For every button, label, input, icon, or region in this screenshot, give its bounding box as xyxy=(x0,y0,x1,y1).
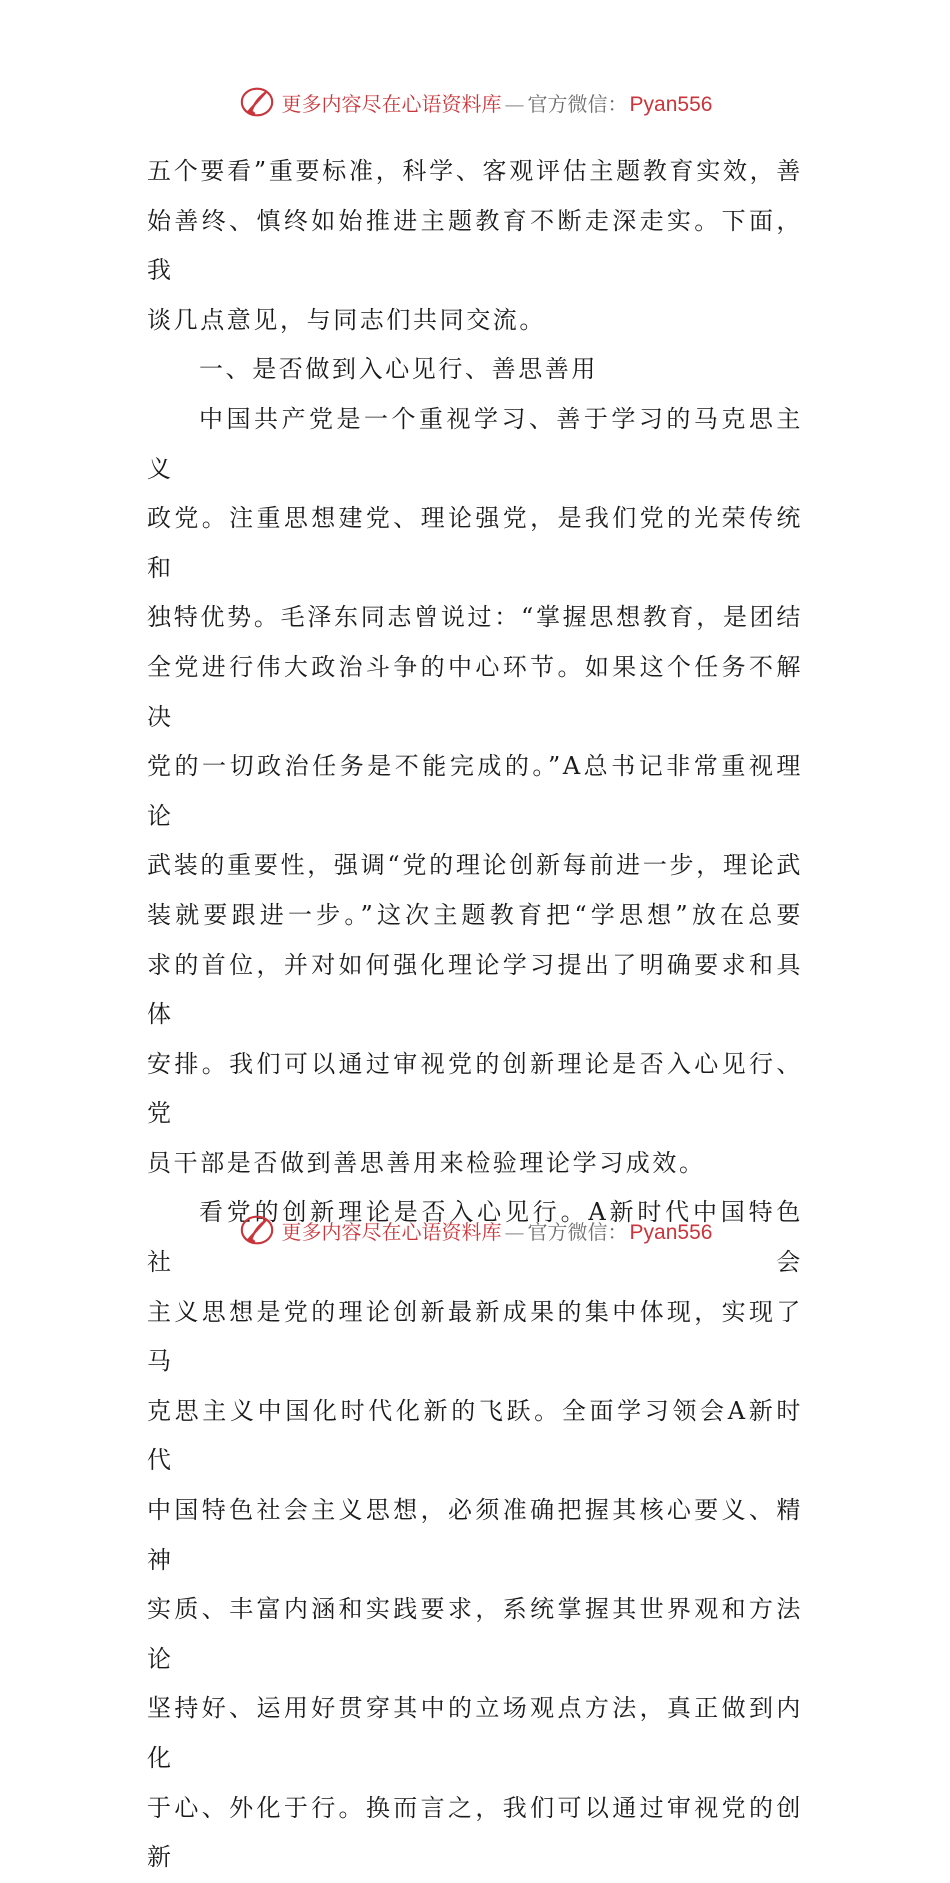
text-line: 主义思想是党的理论创新最新成果的集中体现，实现了马 xyxy=(147,1297,803,1376)
text-line: 装就要跟进一步。”这次主题教育把“学思想”放在总要 xyxy=(147,900,803,929)
site-name: 更多内容尽在心语资料库 xyxy=(281,91,502,116)
text-line: 求的首位，并对如何强化理论学习提出了明确要求和具体 xyxy=(147,950,803,1029)
text-line: 始善终、慎终如始推进主题教育不断走深走实。下面，我 xyxy=(147,206,803,285)
pen-nib-icon xyxy=(238,83,276,121)
text-line: 谈几点意见，与同志们共同交流。 xyxy=(147,305,546,334)
wechat-label: 官方微信： xyxy=(527,1219,628,1244)
paragraph-2 xyxy=(147,395,803,1189)
text-line: 坚持好、运用好贯穿其中的立场观点方法，真正做到内化 xyxy=(147,1694,803,1772)
text-line: 党的一切政治任务是不能完成的。”A总书记非常重视理论 xyxy=(147,752,803,830)
text-line: 克思主义中国化时代化新的飞跃。全面学习领会A新时代 xyxy=(147,1396,803,1475)
text-line: 员干部是否做到善思善用来检验理论学习成效。 xyxy=(147,1148,706,1177)
text-line: 全党进行伟大政治斗争的中心环节。如果这个任务不解决 xyxy=(147,652,803,731)
wechat-id: Pyan556 xyxy=(629,92,713,116)
header-watermark xyxy=(0,80,950,124)
wechat-id: Pyan556 xyxy=(629,1220,713,1244)
text-line: 政党。注重思想建党、理论强党，是我们党的光荣传统和 xyxy=(147,504,803,582)
text-line: 中国特色社会主义思想，必须准确把握其核心要义、精神 xyxy=(147,1496,803,1574)
text-line: 武装的重要性，强调“党的理论创新每前进一步，理论武 xyxy=(147,851,803,880)
section-heading: 一、是否做到入心见行、善思善用 xyxy=(199,355,598,384)
pen-nib-icon xyxy=(238,1211,276,1249)
wechat-label: 官方微信： xyxy=(527,91,628,116)
text-line: 看党的创新理论是否入心见行。A新时代中国特色社会 xyxy=(147,1198,803,1277)
document-body xyxy=(147,147,803,1883)
text-line: 中国共产党是一个重视学习、善于学习的马克思主义 xyxy=(147,404,803,483)
intro-paragraph xyxy=(147,147,803,345)
text-line: 于心、外化于行。换而言之，我们可以通过审视党的创新 xyxy=(147,1793,803,1872)
paragraph-3 xyxy=(147,1188,803,1882)
separator: — xyxy=(504,1219,525,1244)
text-line: 独特优势。毛泽东同志曾说过：“掌握思想教育，是团结 xyxy=(147,603,803,632)
text-line: 五个要看”重要标准，科学、客观评估主题教育实效，善 xyxy=(147,157,803,185)
footer-watermark xyxy=(0,1208,950,1252)
site-name: 更多内容尽在心语资料库 xyxy=(281,1219,502,1244)
separator: — xyxy=(504,91,525,116)
text-line: 实质、丰富内涵和实践要求，系统掌握其世界观和方法论 xyxy=(147,1595,803,1673)
text-line: 安排。我们可以通过审视党的创新理论是否入心见行、党 xyxy=(147,1049,803,1128)
